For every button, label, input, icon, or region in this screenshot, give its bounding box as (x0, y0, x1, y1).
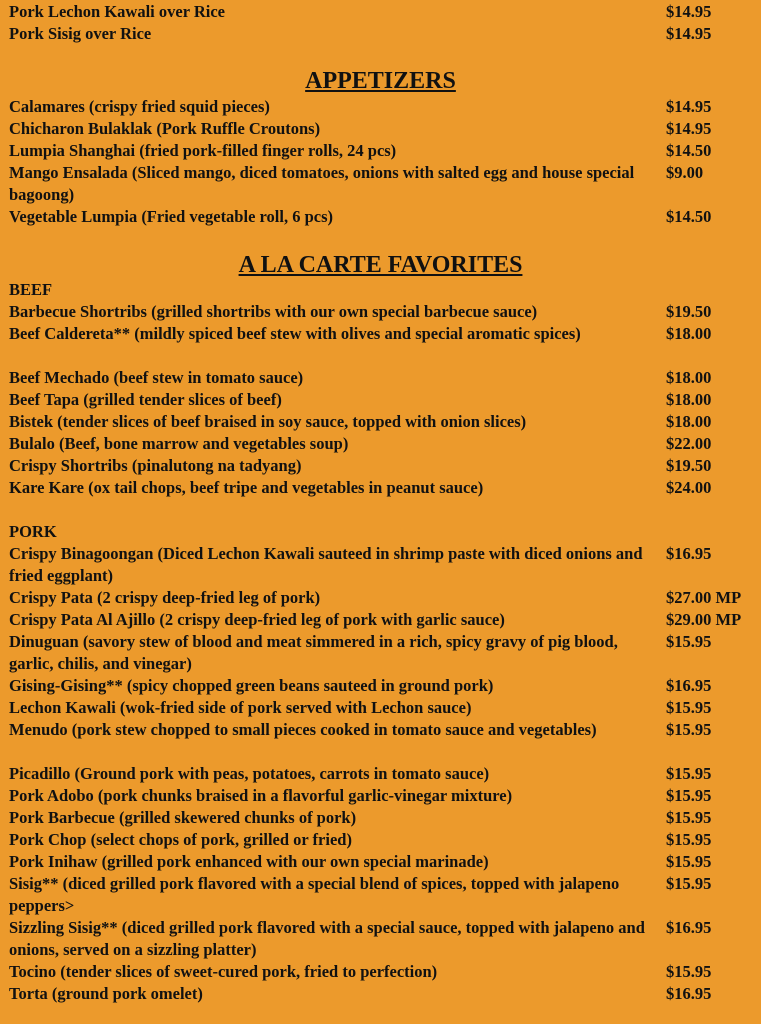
item-price: $16.95 (666, 984, 712, 1003)
item-price: $19.50 (666, 302, 712, 321)
item-name: Dinuguan (savory stew of blood and meat simmered in a rich, spicy gravy of pig blood, garlic, chilis, and vinegar) (9, 632, 618, 673)
item-price: $15.95 (666, 962, 712, 981)
item-name: Crispy Pata Al Ajillo (2 crispy deep-fried leg of pork with garlic sauce) (9, 610, 505, 629)
item-price: $15.95 (666, 852, 712, 871)
item-name: Sisig** (diced grilled pork flavored with a special blend of spices, topped with jalapeno peppers> (9, 874, 620, 915)
item-name: Pork Adobo (pork chunks braised in a flavorful garlic-vinegar mixture) (9, 786, 513, 805)
item-price: $15.95 (666, 830, 712, 849)
a-la-carte-heading: A LA CARTE FAVORITES (238, 252, 523, 278)
item-name: Crispy Pata (2 crispy deep-fried leg of pork) (9, 588, 321, 607)
item-price: $18.00 (666, 412, 712, 431)
item-price: $15.95 (666, 720, 712, 739)
item-price: $22.00 (666, 434, 712, 453)
item-name: Beef Tapa (grilled tender slices of beef) (9, 390, 282, 409)
item-name: Beef Caldereta** (mildly spiced beef stew with olives and special aromatic spices) (9, 324, 581, 343)
item-price: $15.95 (666, 764, 712, 783)
item-name: Tocino (tender slices of sweet-cured pork, fried to perfection) (9, 962, 438, 981)
item-name: Pork Chop (select chops of pork, grilled or fried) (9, 830, 352, 849)
item-price: $18.00 (666, 324, 712, 343)
item-name: Pork Inihaw (grilled pork enhanced with our own special marinade) (9, 852, 489, 871)
item-price: $14.50 (666, 207, 712, 226)
item-name: Pork Sisig over Rice (9, 24, 152, 43)
item-name: Menudo (pork stew chopped to small pieces cooked in tomato sauce and vegetables) (9, 720, 597, 739)
item-price: $15.95 (666, 808, 712, 827)
pork-label: PORK (9, 522, 57, 541)
item-price: $16.95 (666, 918, 712, 937)
item-price: $15.95 (666, 874, 712, 893)
item-price: $15.95 (666, 632, 712, 651)
item-name: Chicharon Bulaklak (Pork Ruffle Croutons) (9, 119, 321, 138)
item-price: $29.00 MP (666, 610, 742, 629)
item-price: $18.00 (666, 368, 712, 387)
item-name: Calamares (crispy fried squid pieces) (9, 97, 270, 116)
item-name: Beef Mechado (beef stew in tomato sauce) (9, 368, 304, 387)
item-price: $15.95 (666, 786, 712, 805)
item-price: $9.00 (666, 163, 704, 182)
item-price: $16.95 (666, 544, 712, 563)
item-name: Torta (ground pork omelet) (9, 984, 203, 1003)
item-name: Bulalo (Beef, bone marrow and vegetables soup) (9, 434, 349, 453)
item-name: Crispy Binagoongan (Diced Lechon Kawali sauteed in shrimp paste with diced onions and fried eggplant) (9, 544, 643, 585)
item-name: Pork Lechon Kawali over Rice (9, 2, 225, 21)
item-name: Barbecue Shortribs (grilled shortribs with our own special barbecue sauce) (9, 302, 538, 321)
item-name: Picadillo (Ground pork with peas, potatoes, carrots in tomato sauce) (9, 764, 490, 783)
item-name: Lumpia Shanghai (fried pork-filled finger rolls, 24 pcs) (9, 141, 397, 160)
item-price: $14.95 (666, 97, 712, 116)
item-price: $15.95 (666, 698, 712, 717)
item-name: Kare Kare (ox tail chops, beef tripe and vegetables in peanut sauce) (9, 478, 484, 497)
item-name: Bistek (tender slices of beef braised in soy sauce, topped with onion slices) (9, 412, 527, 431)
item-price: $14.95 (666, 2, 712, 21)
item-price: $14.95 (666, 24, 712, 43)
item-price: $24.00 (666, 478, 712, 497)
beef-label: BEEF (9, 280, 53, 299)
item-name: Gising-Gising** (spicy chopped green beans sauteed in ground pork) (9, 676, 494, 695)
item-price: $27.00 MP (666, 588, 742, 607)
item-name: Sizzling Sisig** (diced grilled pork flavored with a special sauce, topped with jalapeno and onions, served on a sizzling platter) (9, 918, 645, 959)
item-price: $16.95 (666, 676, 712, 695)
appetizers-heading: APPETIZERS (305, 68, 456, 94)
item-name: Crispy Shortribs (pinalutong na tadyang) (9, 456, 302, 475)
item-price: $14.95 (666, 119, 712, 138)
item-price: $14.50 (666, 141, 712, 160)
item-name: Lechon Kawali (wok-fried side of pork served with Lechon sauce) (9, 698, 472, 717)
item-price: $19.50 (666, 456, 712, 475)
item-name: Mango Ensalada (Sliced mango, diced tomatoes, onions with salted egg and house special bagoong) (9, 163, 635, 204)
item-name: Pork Barbecue (grilled skewered chunks of pork) (9, 808, 357, 827)
item-name: Vegetable Lumpia (Fried vegetable roll, 6 pcs) (9, 207, 334, 226)
item-price: $18.00 (666, 390, 712, 409)
